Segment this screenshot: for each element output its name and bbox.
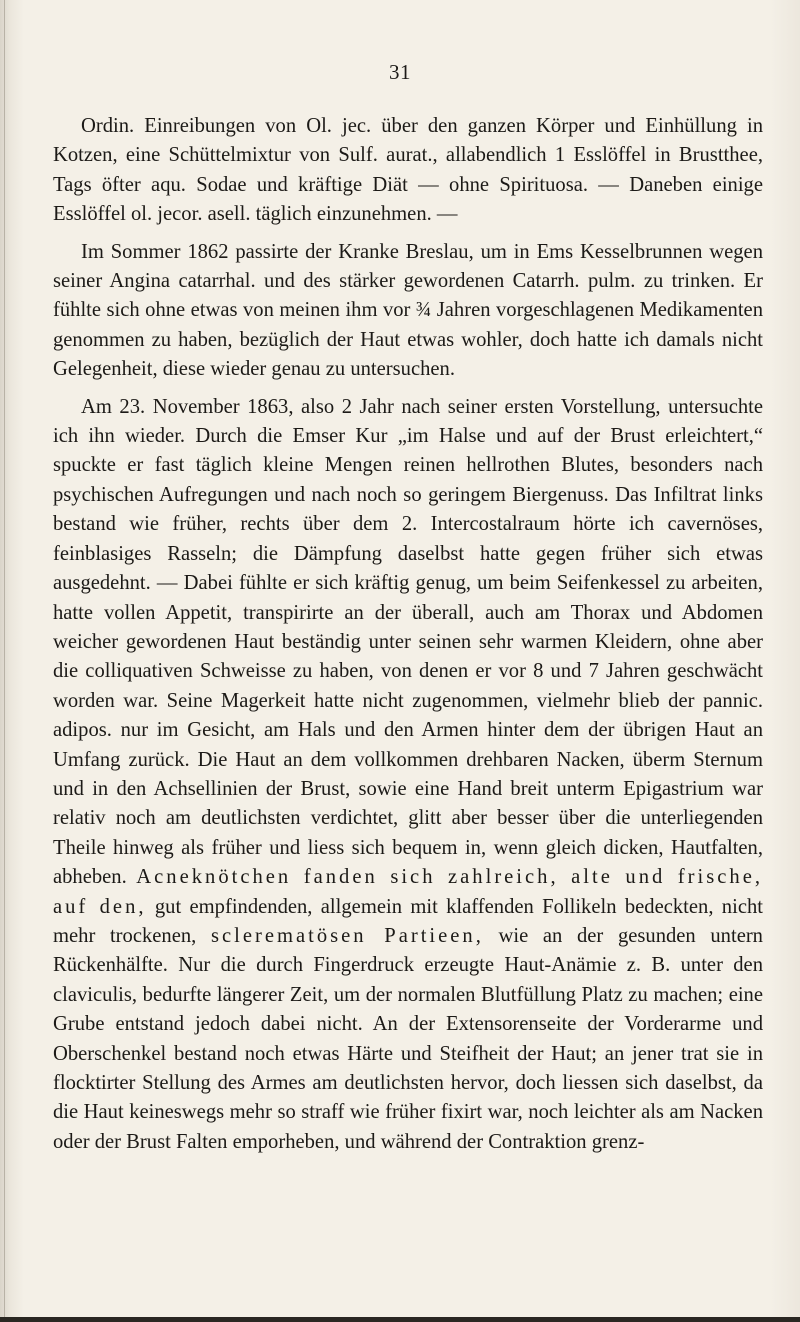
paragraph-1: Ordin. Einreibungen von Ol. jec. über den ganzen Körper und Einhüllung in Kotzen, eine Schüttelmixtur von Sulf. aurat., allabendlich 1 Esslöffel in Brustthee, Tags öfter aqu. Sodae und kräftige Diät — ohne Spirituosa. — Daneben einige Esslöffel ol. jecor. asell. täglich einzunehmen. — [53, 115, 763, 226]
bottom-scan-edge [0, 1317, 800, 1322]
spaced-emphasis-1: Acneknötchen fanden sich zahlreich, alte und frische, auf den, [53, 866, 763, 918]
spaced-emphasis-2: sclerematösen Partieen, [210, 924, 484, 947]
body-text [53, 112, 763, 1157]
paragraph-3-text: Am 23. November 1863, also 2 Jahr nach seiner ersten Vorstellung, untersuchte ich ihn wieder. Durch die Emser Kur „im Halse und auf der Brust erleichtert,“ spuckte er fast täglich kleine Mengen reinen hellrothen Blutes, besonders nach psychischen Aufregungen und nach noch so geringem Biergenuss. Das Infiltrat links bestand wie früher, rechts über dem 2. Intercostalraum hörte ich cavernöses, feinblasiges Rasseln; die Dämpfung daselbst hatte gegen früher sich etwas ausgedehnt. — Dabei fühlte er sich kräftig genug, um beim Seifenkessel zu arbeiten, hatte vollen Appetit, transpirirte an der überall, auch am Thorax und Abdomen weicher gewordenen Haut beständig unter seinen sehr warmen Kleidern, ohne aber die colliquativen Schweisse zu haben, von denen er vor 8 und 7 Jahren geschwächt worden war. Seine Magerkeit hatte nicht zugenommen, vielmehr blieb der pannic. adipos. nur im Gesicht, am Hals und den Armen hinter dem der übrigen Haut an Umfang zurück. Die Haut an dem vollkommen drehbaren Nacken, überm Sternum und in den Achsellinien der Brust, sowie eine Hand breit unterm Epigastrium war relativ noch am deutlichsten verdichtet, glitt aber besser über die unterliegenden Theile hinweg als früher und liess sich bequem in, wenn gleich dicken, Hautfalten, abheben. [53, 395, 763, 889]
paragraph-3-tail: wie an der gesunden untern Rückenhälfte. Nur die durch Fingerdruck erzeugte Haut-Anämie z. B. unter den claviculis, bedurfte längerer Zeit, um der normalen Blutfüllung Platz zu machen; eine Grube entstand jedoch dabei nicht. An der Extensorenseite der Vorderarme und Oberschenkel bestand noch etwas Härte und Steifheit der Haut; an jener trat sie in flocktirter Stellung des Armes am deutlichsten hervor, doch liessen sich daselbst, da die Haut keineswegs mehr so straff wie früher fixirt war, noch leichter als am Nacken oder der Brust Falten emporheben, und während der Contraktion grenz- [53, 924, 763, 1153]
page-number: 31 [389, 60, 411, 84]
paragraph-3-mid: gut empfindenden, allgemein mit klaffenden Follikeln bedeckten, nicht mehr trockenen, [53, 895, 763, 947]
binding-edge [4, 0, 5, 1322]
paragraph-2: Im Sommer 1862 passirte der Kranke Breslau, um in Ems Kesselbrunnen wegen seiner Angina catarrhal. und des stärker gewordenen Catarrh. pulm. zu trinken. Er fühlte sich ohne etwas von meinen ihm vor ¾ Jahren vorgeschlagenen Medikamenten genommen zu haben, bezüglich der Haut etwas wohler, doch hatte ich damals nicht Gelegenheit, diese wieder genau zu untersuchen. [53, 240, 763, 381]
paragraph-3 [53, 393, 763, 1158]
